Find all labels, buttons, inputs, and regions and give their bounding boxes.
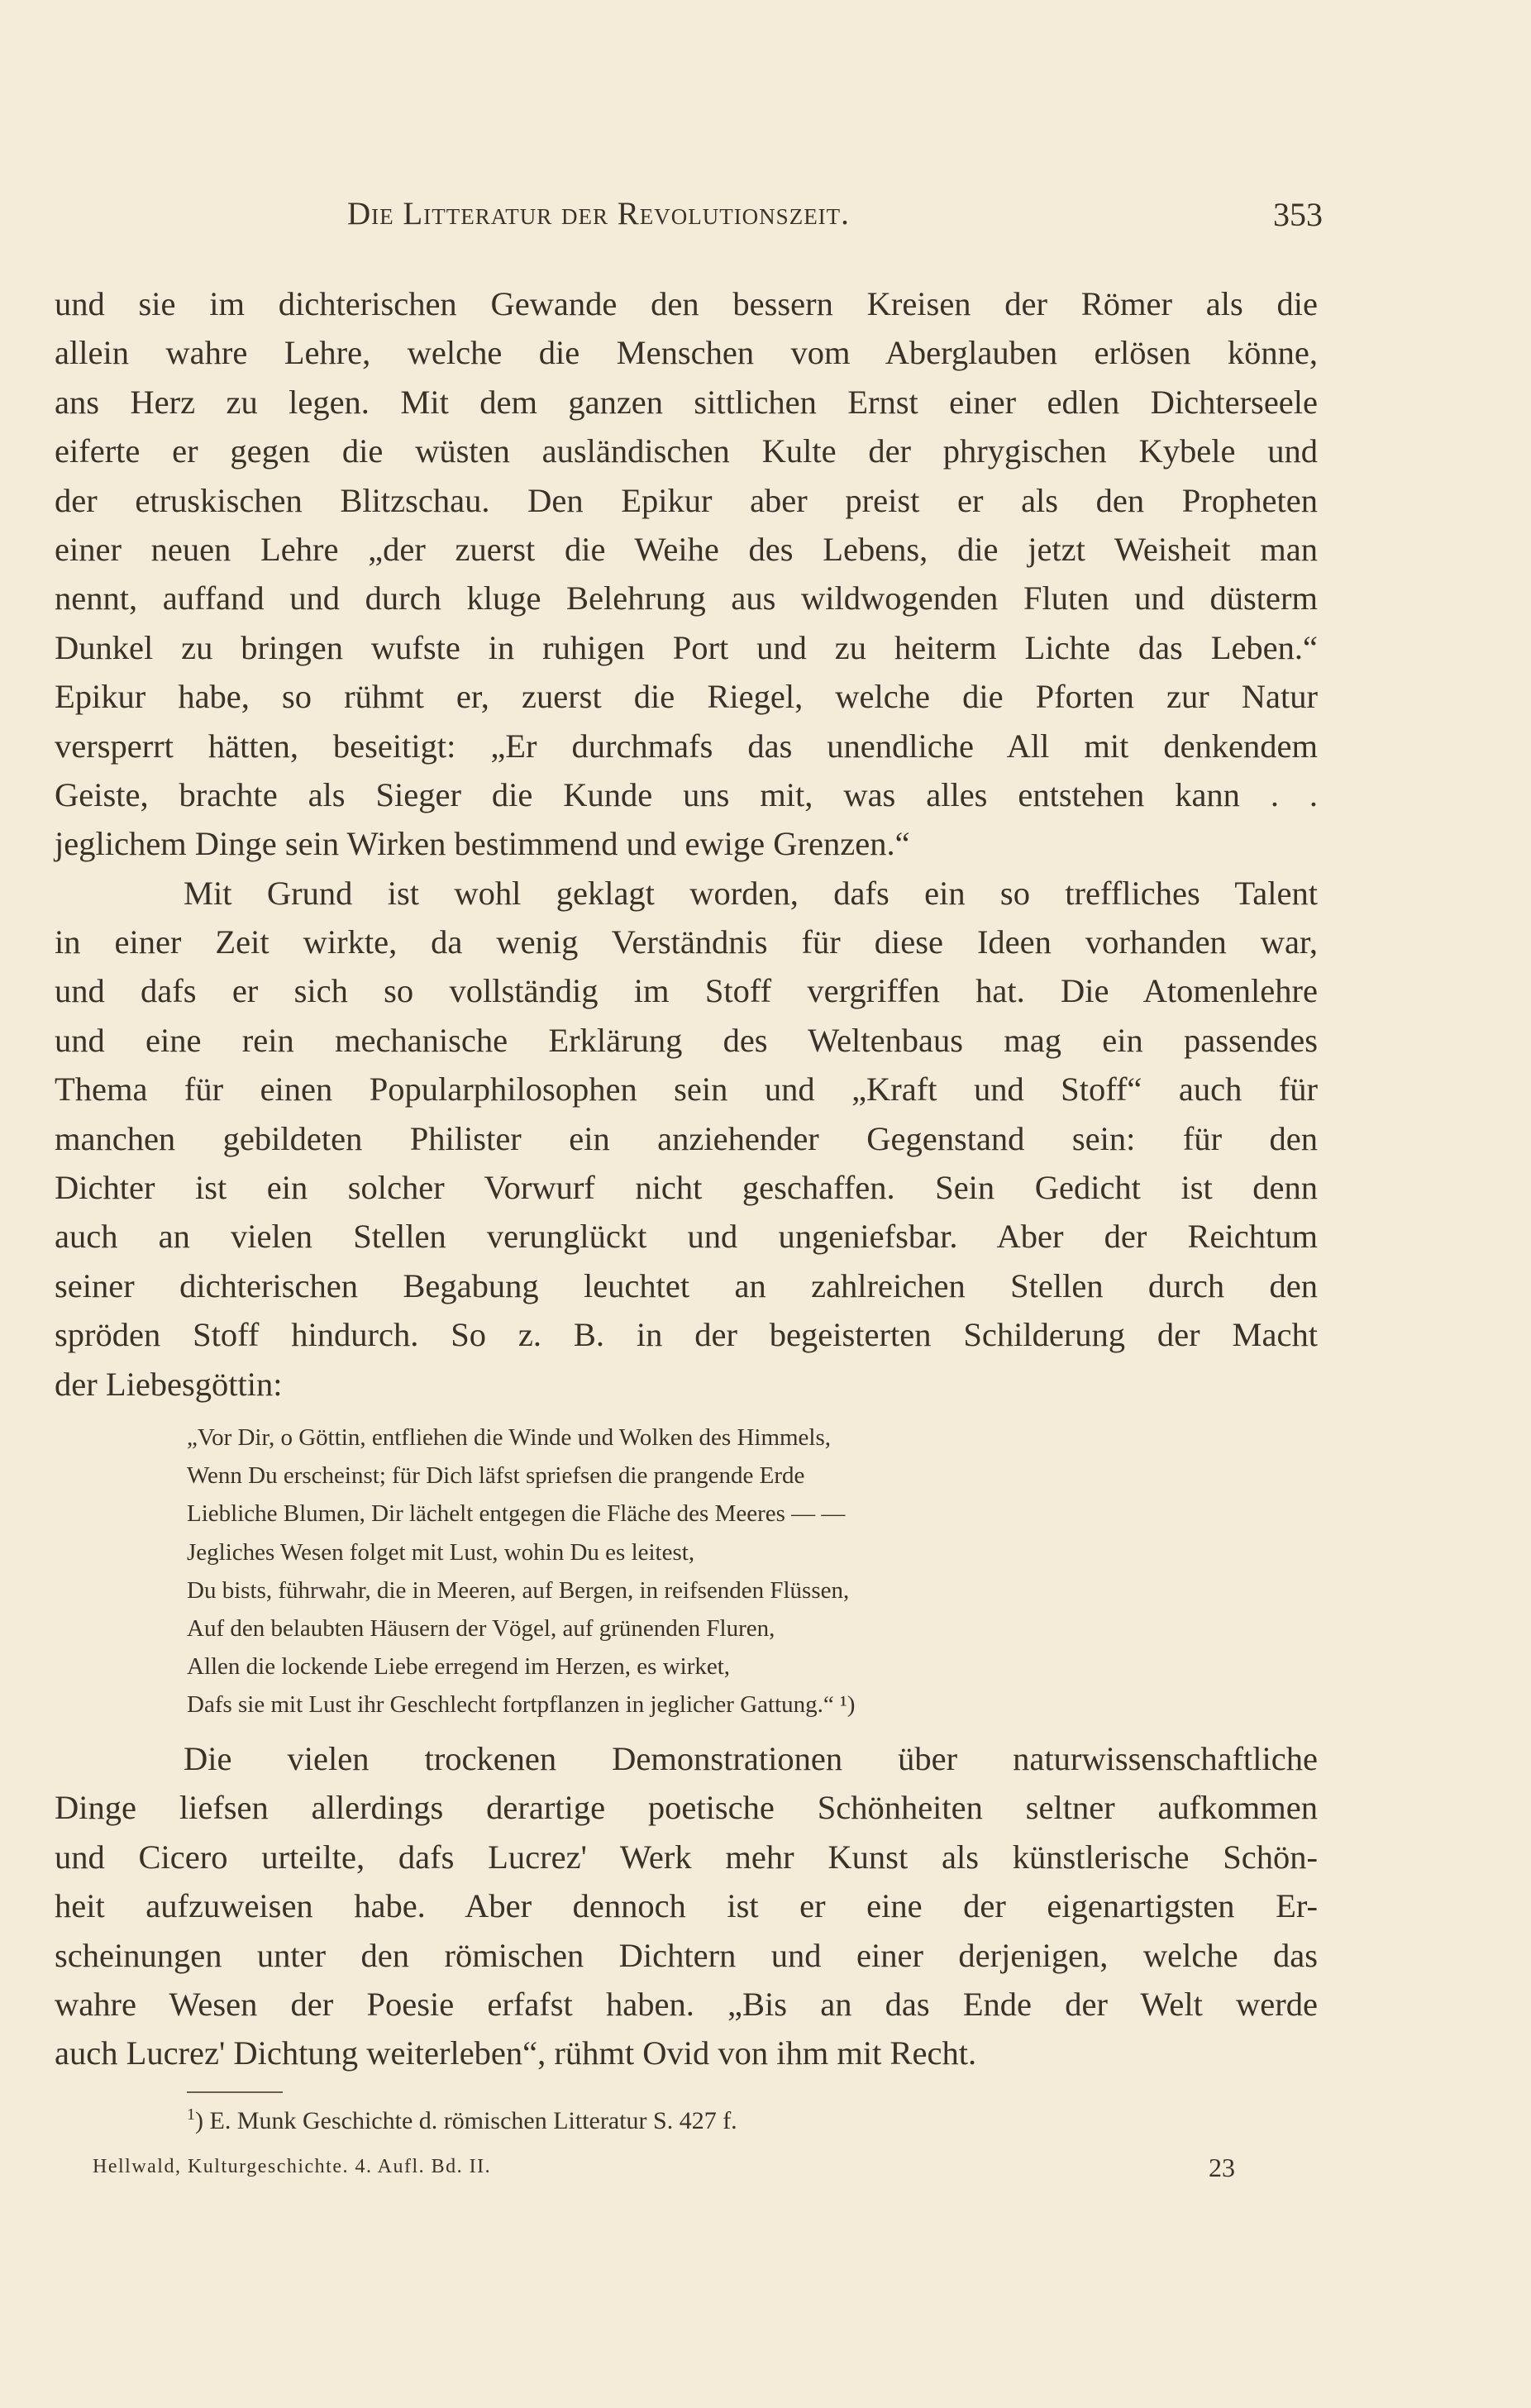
text-line: manchen gebildeten Philister ein anziehender Gegenstand sein: für den: [55, 1119, 1318, 1157]
running-title: Die Litteratur der Revolutionszeit.: [347, 196, 850, 231]
footnote-text: ) E. Munk Geschichte d. römischen Litteratur S. 427 f.: [195, 2107, 737, 2134]
text-line: Dichter ist ein solcher Vorwurf nicht geschaffen. Sein Gedicht ist denn: [55, 1169, 1318, 1207]
paragraph-1: [55, 279, 1318, 869]
text-line: Thema für einen Popularphilosophen sein und „Kraft und Stoff“ auch für: [55, 1070, 1318, 1109]
text-line: auch Lucrez' Dichtung weiterleben“, rühmt Ovid von ihm mit Recht.: [55, 2034, 977, 2072]
text-line: und eine rein mechanische Erklärung des Weltenbaus mag ein passendes: [55, 1021, 1318, 1059]
paragraph-3: [55, 1734, 1318, 2078]
text-line: und sie im dichterischen Gewande den bessern Kreisen der Römer als die: [55, 285, 1318, 322]
footnote: [187, 2105, 737, 2135]
text-line: spröden Stoff hindurch. So z. B. in der begeisterten Schilderung der Macht: [55, 1316, 1318, 1354]
verse-line: Jegliches Wesen folget mit Lust, wohin Du es leitest,: [187, 1538, 695, 1566]
verse-line: Du bists, führwahr, die in Meeren, auf Bergen, in reifsenden Flüssen,: [187, 1576, 850, 1604]
text-line: und dafs er sich so vollständig im Stoff vergriffen hat. Die Atomenlehre: [55, 972, 1318, 1010]
text-line: heit aufzuweisen habe. Aber dennoch ist er eine der eigenartigsten Er-: [55, 1887, 1318, 1925]
page-number: 353: [1273, 196, 1323, 233]
running-head: [347, 195, 1323, 245]
verse-line: Liebliche Blumen, Dir lächelt entgegen die Fläche des Meeres — —: [187, 1500, 846, 1528]
sheet-number: 23: [1209, 2153, 1235, 2182]
text-line: Die vielen trockenen Demonstrationen über naturwissenschaftliche: [184, 1740, 1318, 1777]
text-line: wahre Wesen der Poesie erfafst haben. „Bis an das Ende der Welt werde: [55, 1985, 1318, 2023]
text-line: Dunkel zu bringen wufste in ruhigen Port und zu heiterm Lichte das Leben.“: [55, 628, 1318, 666]
verse-quotation: [187, 1419, 1113, 1724]
text-line: nennt, auffand und durch kluge Belehrung aus wildwogenden Fluten und düsterm: [55, 579, 1318, 617]
text-line: seiner dichterischen Begabung leuchtet an zahlreichen Stellen durch den: [55, 1266, 1318, 1304]
text-line: allein wahre Lehre, welche die Menschen vom Aberglauben erlösen könne,: [55, 334, 1318, 372]
footnote-divider: [187, 2091, 283, 2093]
footnote-marker: 1: [187, 2105, 195, 2124]
text-line: Dinge liefsen allerdings derartige poetische Schönheiten seltner aufkommen: [55, 1789, 1318, 1827]
text-line: eiferte er gegen die wüsten ausländischen Kulte der phrygischen Kybele und: [55, 432, 1318, 470]
text-line: und Cicero urteilte, dafs Lucrez' Werk mehr Kunst als künstlerische Schön-: [55, 1838, 1318, 1876]
verse-line: Dafs sie mit Lust ihr Geschlecht fortpflanzen in jeglicher Gattung.“ ¹): [187, 1691, 856, 1719]
text-line: der etruskischen Blitzschau. Den Epikur aber preist er als den Propheten: [55, 481, 1318, 519]
verse-line: „Vor Dir, o Göttin, entfliehen die Winde und Wolken des Himmels,: [187, 1424, 832, 1451]
text-line: scheinungen unter den römischen Dichtern und einer derjenigen, welche das: [55, 1936, 1318, 1974]
verse-line: Allen die lockende Liebe erregend im Herzen, es wirket,: [187, 1653, 731, 1681]
text-line: jeglichem Dinge sein Wirken bestimmend und ewige Grenzen.“: [55, 825, 910, 863]
text-line: versperrt hätten, beseitigt: „Er durchmafs das unendliche All mit denkendem: [55, 727, 1318, 765]
text-line: Geiste, brachte als Sieger die Kunde uns mit, was alles entstehen kann . .: [55, 775, 1318, 813]
paragraph-2: [55, 869, 1318, 1409]
text-line: der Liebesgöttin:: [55, 1365, 283, 1403]
body-text: [55, 279, 1318, 1409]
text-line: ans Herz zu legen. Mit dem ganzen sittlichen Ernst einer edlen Dichterseele: [55, 383, 1318, 421]
printer-signature: Hellwald, Kulturgeschichte. 4. Aufl. Bd. II.: [93, 2156, 492, 2177]
text-line: Mit Grund ist wohl geklagt worden, dafs ein so treffliches Talent: [184, 874, 1318, 912]
verse-line: Auf den belaubten Häusern der Vögel, auf grünenden Fluren,: [187, 1614, 775, 1642]
text-line: in einer Zeit wirkte, da wenig Verständnis für diese Ideen vorhanden war,: [55, 923, 1318, 961]
text-line: auch an vielen Stellen verunglückt und ungeniefsbar. Aber der Reichtum: [55, 1218, 1318, 1256]
text-line: einer neuen Lehre „der zuerst die Weihe des Lebens, die jetzt Weisheit man: [55, 530, 1318, 568]
verse-line: Wenn Du erscheinst; für Dich läfst spriefsen die prangende Erde: [187, 1462, 805, 1490]
text-line: Epikur habe, so rühmt er, zuerst die Riegel, welche die Pforten zur Natur: [55, 678, 1318, 716]
